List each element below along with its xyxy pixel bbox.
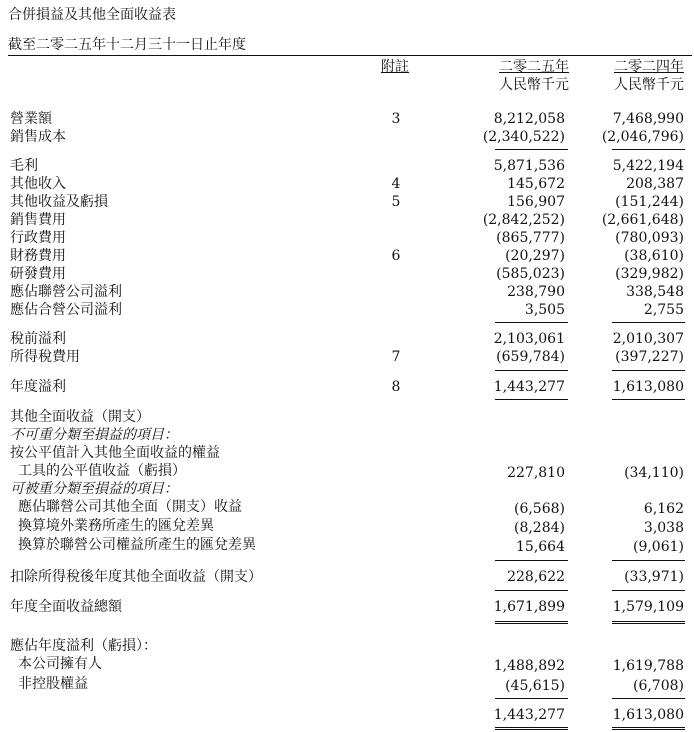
- row-value-2025-selling-expenses: (2,842,252): [482, 212, 565, 228]
- subtotal-rule: [495, 560, 568, 561]
- row-value-2024-fx-foreign-operations: 3,038: [643, 520, 684, 536]
- row-value-2025-other-income: 145,672: [507, 176, 565, 192]
- row-value-2025-oci-net-of-tax: 228,622: [507, 569, 565, 585]
- statement-title: 合併損益及其他全面收益表: [8, 7, 176, 23]
- row-value-2024-profit-before-tax: 2,010,307: [612, 331, 684, 347]
- row-note-profit-for-year: 8: [391, 379, 401, 395]
- row-note-other-gains-losses: 5: [391, 194, 401, 210]
- row-value-2025-share-of-associates: 238,790: [507, 284, 565, 300]
- row-value-2025-other-gains-losses: 156,907: [507, 194, 565, 210]
- row-note-revenue: 3: [391, 111, 401, 127]
- year-2024-header: 二零二四年: [614, 59, 684, 75]
- row-value-2025-fx-interests-associates: 15,664: [516, 539, 565, 555]
- row-label-rnd-expenses: 研發費用: [10, 266, 66, 282]
- row-value-2024-total-comprehensive-income: 1,579,109: [612, 599, 684, 615]
- header-rule: [8, 55, 692, 56]
- row-label-oci-net-of-tax: 扣除所得稅後年度其他全面收益（開支）: [10, 569, 262, 585]
- row-value-2024-gross-profit: 5,422,194: [612, 158, 684, 174]
- row-label-fx-interests-associates: 換算於聯營公司權益所產生的匯兌差異: [18, 537, 256, 553]
- subtotal-rule: [612, 698, 685, 699]
- row-label-cost-of-sales: 銷售成本: [10, 129, 66, 145]
- row-value-2024-fx-interests-associates: (9,061): [632, 539, 684, 555]
- row-note-income-tax: 7: [391, 349, 401, 365]
- row-value-2025-owners-of-company: 1,488,892: [493, 658, 565, 674]
- row-value-2025-profit-before-tax: 2,103,061: [493, 331, 565, 347]
- row-label-revenue: 營業額: [10, 111, 52, 127]
- subtotal-rule: [612, 370, 685, 371]
- row-label-fvoci-equity: 按公平值計入其他全面收益的權益: [10, 445, 220, 461]
- subtotal-rule: [612, 590, 685, 591]
- row-value-2025-cost-of-sales: (2,340,522): [482, 129, 565, 145]
- row-label-share-of-jv: 應佔合營公司溢利: [10, 302, 122, 318]
- row-note-other-income: 4: [391, 176, 401, 192]
- row-value-2024-other-gains-losses: (151,244): [615, 194, 684, 210]
- row-value-2024-fvoci-fair-value-gain: (34,110): [624, 465, 684, 481]
- subtotal-rule: [495, 698, 568, 699]
- row-label-other-gains-losses: 其他收益及虧損: [10, 194, 108, 210]
- row-label-fx-foreign-operations: 換算境外業務所產生的匯兌差異: [18, 518, 214, 534]
- row-label-gross-profit: 毛利: [10, 158, 38, 174]
- row-value-2024-cost-of-sales: (2,046,796): [601, 129, 684, 145]
- row-value-2025-total-comprehensive-income: 1,671,899: [493, 599, 565, 615]
- row-label-admin-expenses: 行政費用: [10, 230, 66, 246]
- row-value-2024-owners-of-company: 1,619,788: [612, 658, 684, 674]
- subsection-heading-not-reclassified: 不可重分類至損益的項目：: [10, 427, 178, 443]
- row-value-2025-profit-attributable-total: 1,443,277: [493, 707, 565, 723]
- row-label-selling-expenses: 銷售費用: [10, 212, 66, 228]
- subtotal-rule: [612, 149, 685, 150]
- row-label-owners-of-company: 本公司擁有人: [18, 656, 102, 672]
- row-value-2024-associates-oci: 6,162: [643, 501, 684, 517]
- row-value-2025-gross-profit: 5,871,536: [493, 158, 565, 174]
- note-column-header: 附註: [381, 59, 409, 75]
- row-value-2024-finance-costs: (38,610): [624, 248, 684, 264]
- year-2025-header: 二零二五年: [499, 59, 569, 75]
- subsection-heading-may-be-reclassified: 可被重分類至損益的項目：: [10, 481, 178, 497]
- unit-2025-header: 人民幣千元: [499, 77, 569, 93]
- row-value-2024-income-tax: (397,227): [615, 349, 684, 365]
- row-value-2024-share-of-associates: 338,548: [626, 284, 684, 300]
- row-value-2025-income-tax: (659,784): [496, 349, 565, 365]
- row-label-associates-oci: 應佔聯營公司其他全面（開支）收益: [18, 499, 242, 515]
- statement-period: 截至二零二五年十二月三十一日止年度: [8, 37, 246, 53]
- row-value-2024-admin-expenses: (780,093): [615, 230, 684, 246]
- row-label-finance-costs: 財務費用: [10, 248, 66, 264]
- row-label-fvoci-fair-value-gain: 工具的公平值收益（虧損）: [18, 463, 186, 479]
- row-value-2025-revenue: 8,212,058: [493, 111, 565, 127]
- row-label-profit-before-tax: 稅前溢利: [10, 331, 66, 347]
- row-value-2025-fx-foreign-operations: (8,284): [513, 520, 565, 536]
- row-value-2025-finance-costs: (20,297): [505, 248, 565, 264]
- row-value-2025-non-controlling-interests: (45,615): [505, 678, 565, 694]
- section-heading-oci: 其他全面收益（開支）: [10, 409, 150, 425]
- subtotal-rule: [495, 322, 568, 323]
- section-heading-profit-attributable: 應佔年度溢利（虧損）：: [10, 638, 157, 654]
- row-value-2025-fvoci-fair-value-gain: 227,810: [507, 465, 565, 481]
- subtotal-rule: [495, 590, 568, 591]
- subtotal-rule: [495, 370, 568, 371]
- unit-2024-header: 人民幣千元: [614, 77, 684, 93]
- row-value-2024-non-controlling-interests: (6,708): [632, 678, 684, 694]
- row-value-2025-profit-for-year: 1,443,277: [493, 379, 565, 395]
- row-value-2024-selling-expenses: (2,661,648): [601, 212, 684, 228]
- total-double-rule: [612, 727, 685, 730]
- row-value-2024-other-income: 208,387: [626, 176, 684, 192]
- subtotal-rule: [612, 399, 685, 400]
- row-value-2025-admin-expenses: (865,777): [496, 230, 565, 246]
- total-double-rule: [495, 621, 568, 624]
- row-value-2024-share-of-jv: 2,755: [643, 302, 684, 318]
- subtotal-rule: [495, 149, 568, 150]
- row-value-2024-oci-net-of-tax: (33,971): [624, 569, 684, 585]
- row-label-profit-for-year: 年度溢利: [10, 379, 66, 395]
- subtotal-rule: [495, 399, 568, 400]
- subtotal-rule: [612, 322, 685, 323]
- row-label-other-income: 其他收入: [10, 176, 66, 192]
- subtotal-rule: [612, 560, 685, 561]
- row-value-2025-associates-oci: (6,568): [513, 501, 565, 517]
- row-value-2024-rnd-expenses: (329,982): [615, 266, 684, 282]
- row-note-finance-costs: 6: [391, 248, 401, 264]
- row-value-2025-rnd-expenses: (585,023): [496, 266, 565, 282]
- row-value-2025-share-of-jv: 3,505: [524, 302, 565, 318]
- row-value-2024-profit-for-year: 1,613,080: [612, 379, 684, 395]
- total-double-rule: [495, 727, 568, 730]
- total-double-rule: [612, 621, 685, 624]
- row-label-share-of-associates: 應佔聯營公司溢利: [10, 284, 122, 300]
- row-label-income-tax: 所得稅費用: [10, 349, 80, 365]
- row-value-2024-revenue: 7,468,990: [612, 111, 684, 127]
- row-label-total-comprehensive-income: 年度全面收益總額: [10, 599, 122, 615]
- row-value-2024-profit-attributable-total: 1,613,080: [612, 707, 684, 723]
- row-label-non-controlling-interests: 非控股權益: [18, 676, 88, 692]
